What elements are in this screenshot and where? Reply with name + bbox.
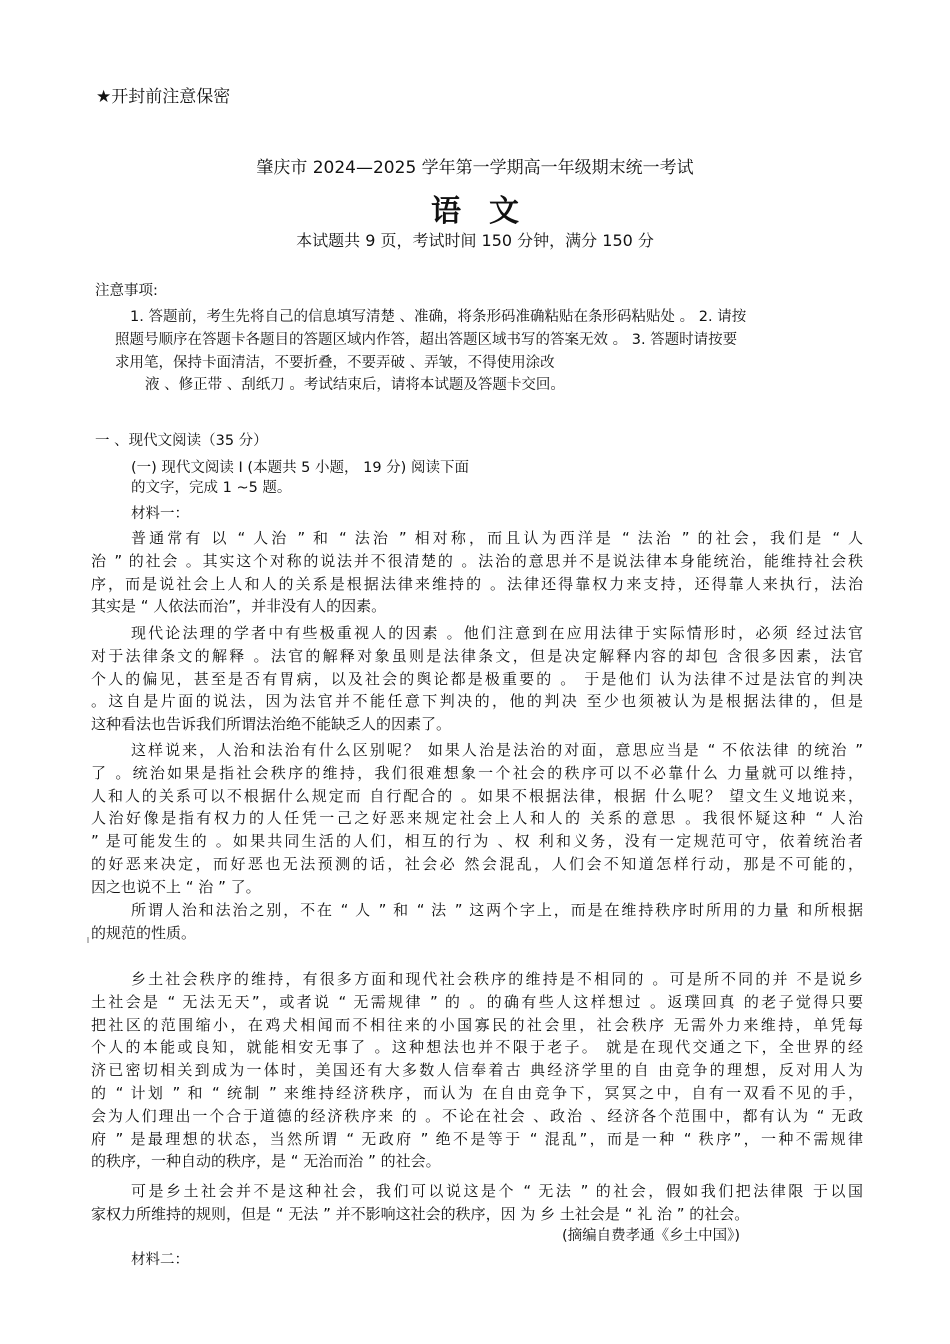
passage-line: 治 ” 的社会 。其实这个对称的说法并不很清楚的 。法治的意思并不是说法律本身能统治，能维持社会秩 [91, 551, 863, 570]
notes-list [115, 306, 860, 395]
passage-line: 的好恶来决定，而好恶也无法预测的话，社会必 然会混乱，人们会不知道怎样行动，那是不可能的， [91, 854, 863, 873]
passage-line: 所谓人治和法治之别，不在 “ 人 ” 和 “ 法 ” 这两个字上，而是在维持秩序时所用的力量 和所根据 [131, 901, 863, 919]
passage-line: 乡土社会秩序的维持，有很多方面和现代社会秩序的维持是不相同的 。可是所不同的并 不是说乡 [131, 970, 863, 988]
passage-line: 人和人的关系可以不根据什么规定而 自行配合的 。如果不根据法律，根据 什么呢？ 望文生义地说来， [91, 786, 863, 805]
scan-mark [87, 937, 89, 943]
passage-line: 人治好像是指有权力的人任凭一己之好恶来规定社会上人和人的 关系的意思 。我很怀疑这种 “ 人治 [91, 809, 863, 828]
material-two-label: 材料二： [131, 1252, 189, 1268]
passage-paragraph [91, 1180, 863, 1226]
source-citation: (摘编自费孝通《乡土中国》) [562, 1228, 741, 1244]
passage-line: 个人的本能或良知，就能相安无事了 。这种想法也并不限于老子。 就是在现代交通之下，全世界的经 [91, 1038, 863, 1057]
passage-line: 普通常有 以 “ 人治 ” 和 “ 法治 ” 相对称，而且认为西洋是 “ 法治 ” 的社会，我们是 “ 人 [131, 529, 863, 547]
passage-paragraph [91, 739, 863, 899]
passage-line: 对于法律条文的解释 。法官的解释对象虽则是法律条文，但是决定解释内容的却包 含很多因素，法官 [91, 646, 863, 665]
passage-line: 济已密切相关到成为一体时，美国还有大多数人信奉着古 典经济学里的自 由竞争的理想，反对用人为 [91, 1061, 863, 1080]
notes-line: 求用笔，保持卡面清洁，不要折叠，不要弄破 、弄皱，不得使用涂改 [115, 355, 555, 371]
passage-line: 这种看法也告诉我们所谓法治绝不能缺乏人的因素了。 [91, 715, 452, 734]
passage-line: 现代论法理的学者中有些极重视人的因素 。他们注意到在应用法律于实际情形时，必须 经过法官 [131, 624, 863, 642]
notes-heading: 注意事项: [95, 283, 158, 299]
passage-line: 的秩序，一种自动的秩序，是 “ 无治而治 ” 的社会。 [91, 1152, 441, 1171]
subject-title: 语文 [431, 194, 547, 229]
material-one-label: 材料一： [131, 506, 189, 522]
passage-line: 把社区的范围缩小，在鸡犬相闻而不相往来的小国寡民的社会里，社会秩序 无需外力来维持，单凭每 [91, 1015, 863, 1034]
passage-line: 土社会是 “ 无法无天”，或者说 “ 无需规律 ” 的 。的确有些人这样想过 。返璞回真 的老子觉得只要 [91, 992, 863, 1011]
passage-paragraph [91, 527, 863, 618]
passage-line: 府 ” 是最理想的状态，当然所谓 “ 无政府 ” 绝不是等于 “ 混乱”，而是一种 “ 秩序”，一种不需规律 [91, 1129, 863, 1148]
notes-line: 1. 答题前，考生先将自己的信息填写清楚 、准确，将条形码准确粘贴在条形码粘贴处 。 2. 请按 [130, 309, 747, 325]
notes-line: 液 、修正带 、刮纸刀 。考试结束后，请将本试题及答题卡交回。 [145, 377, 565, 393]
passage-line: 的 “ 计划 ” 和 “ 统制 ” 来维持经济秩序，而认为 在自由竞争下，冥冥之中，自有一双看不见的手， [91, 1083, 863, 1102]
exam-info: 本试题共 9 页，考试时间 150 分钟，满分 150 分 [296, 231, 654, 250]
passage-line: 会为人们理出一个合于道德的经济秩序来 的 。不论在社会 、政治 、经济各个范围中，都有认为 “ 无政 [91, 1106, 863, 1125]
subsection-instruction: (一) 现代文阅读 I (本题共 5 小题， 19 分) 阅读下面 [131, 460, 469, 476]
exam-title: 肇庆市 2024—2025 学年第一学期高一年级期末统一考试 [256, 158, 694, 178]
passage-line: 。这自是片面的说法，因为法官并不能任意下判决的，他的判决 至少也须被认为是根据法律的，但是 [91, 692, 863, 711]
passage-line: 可是乡土社会并不是这种社会，我们可以说这是个 “ 无法 ” 的社会，假如我们把法律限 于以国 [131, 1182, 863, 1200]
passage-line: 因之也说不上 “ 治 ” 了。 [91, 877, 261, 896]
passage-paragraph [91, 622, 863, 736]
subsection-instruction: 的文字，完成 1 ~5 题。 [131, 480, 292, 496]
passage-paragraph [91, 899, 863, 945]
passage-line: 的规范的性质。 [91, 923, 197, 942]
passage-line: 这样说来，人治和法治有什么区别呢？ 如果人治是法治的对面，意思应当是 “ 不依法律 的统治 ” [131, 741, 863, 759]
passage-line: 家权力所维持的规则，但是 “ 无法 ” 并不影响这社会的秩序，因 为 乡 土社会是 “ 礼 治 ” 的社会。 [91, 1204, 750, 1223]
passage-line: 了 。统治如果是指社会秩序的维持，我们很难想象一个社会的秩序可以不必靠什么 力量就可以维持， [91, 763, 863, 782]
passage-line: 序，而是说社会上人和人的关系是根据法律来维持的 。法律还得靠权力来支持，还得靠人来执行，法治 [91, 574, 863, 593]
passage-paragraph [91, 968, 863, 1173]
notes-line: 照题号顺序在答题卡各题目的答题区域内作答，超出答题区域书写的答案无效 。 3. 答题时请按要 [115, 332, 738, 348]
section-heading: 一 、现代文阅读（35 分） [95, 433, 268, 449]
passage-line: ” 是可能发生的 。如果共同生活的人们，相互的行为 、权 利和义务，没有一定规范可守，依着统治者 [91, 832, 863, 851]
passage-line: 其实是 “ 人依法而治”，并非没有人的因素。 [91, 597, 387, 616]
passage-line: 个人的偏见，甚至是否有胃病，以及社会的舆论都是极重要的 。 于是他们 认为法律不过是法官的判决 [91, 669, 863, 688]
confidential-notice: ★开封前注意保密 [96, 87, 231, 107]
